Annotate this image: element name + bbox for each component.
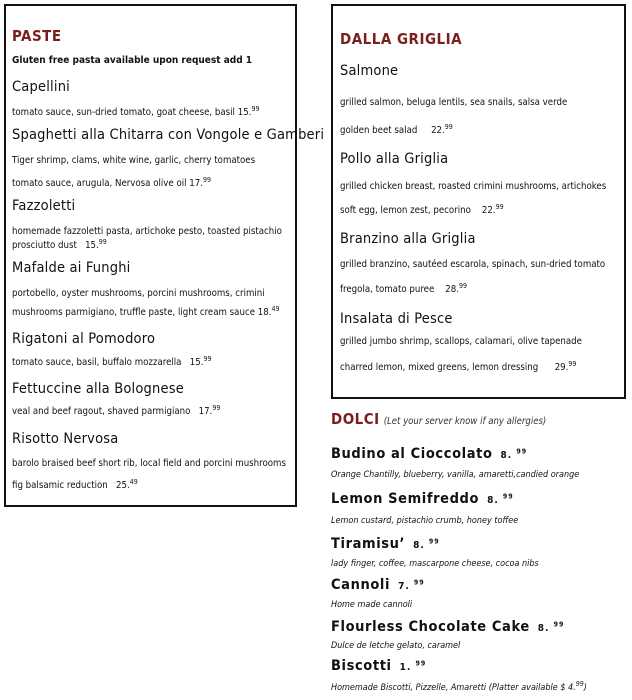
dolci-heading: DOLCI (Let your server know if any allergies) xyxy=(331,410,547,428)
dish-name: Salmone xyxy=(340,63,399,79)
dessert-description: Dulce de letche gelato, caramel xyxy=(331,641,461,651)
dish-description: Tiger shrimp, clams, white wine, garlic, cherry tomatoes xyxy=(12,155,256,166)
dish-name: Capellini xyxy=(12,79,70,95)
dish-description: grilled chicken breast, roasted crimini mushrooms, artichokes xyxy=(340,181,607,192)
paste-heading: PASTE xyxy=(12,27,62,45)
dessert-description: lady finger, coffee, mascarpone cheese, cocoa nibs xyxy=(331,559,539,569)
dessert-name: Cannoli xyxy=(331,577,391,593)
dish-description: veal and beef ragout, shaved parmigiano 17.99 xyxy=(12,403,221,417)
dish-description: tomato sauce, basil, buffalo mozzarella 15.99 xyxy=(12,354,212,368)
dish-description: prosciutto dust 15.99 xyxy=(12,237,107,251)
dish-name: Mafalde ai Funghi xyxy=(12,260,131,276)
dish-price: 17.99 xyxy=(189,175,212,189)
dish-name: Fazzoletti xyxy=(12,198,76,214)
dish-description: homemade fazzoletti pasta, artichoke pesto, toasted pistachio xyxy=(12,226,282,237)
dish-description: grilled branzino, sautéed escarola, spinach, sun-dried tomato xyxy=(340,259,606,270)
dish-description: mushrooms parmigiano, truffle paste, light cream sauce 18.49 xyxy=(12,304,280,318)
dessert-price: 7. $^{99}$ xyxy=(398,578,425,592)
griglia-heading: DALLA GRIGLIA xyxy=(340,30,463,48)
dish-name: Pollo alla Griglia xyxy=(340,151,449,167)
dessert-description: Orange Chantilly, blueberry, vanilla, amaretti,candied orange xyxy=(331,470,580,480)
dessert-item xyxy=(331,574,425,593)
dish-price: 15.99 xyxy=(85,237,107,251)
dessert-name: Tiramisu’ xyxy=(331,536,406,552)
dessert-item xyxy=(331,443,527,462)
dish-description: barolo braised beef short rib, local field and porcini mushrooms xyxy=(12,458,286,469)
dessert-item xyxy=(331,533,440,552)
dish-price: 15.99 xyxy=(189,354,212,368)
dessert-item xyxy=(331,655,426,674)
dessert-price: 8. $^{99}$ xyxy=(487,492,514,506)
dish-price: 22.99 xyxy=(431,122,453,136)
dish-price: 22.99 xyxy=(481,202,504,216)
dish-price: 28.99 xyxy=(445,281,468,295)
dessert-price: 8. $^{99}$ xyxy=(537,620,565,634)
dessert-price: 8. $^{99}$ xyxy=(500,447,528,461)
dish-description: grilled salmon, beluga lentils, sea snails, salsa verde xyxy=(340,97,568,108)
dessert-name: Biscotti xyxy=(331,658,392,674)
dish-name: Rigatoni al Pomodoro xyxy=(12,331,156,347)
dish-description: soft egg, lemon zest, pecorino 22.99 xyxy=(340,202,504,216)
dish-description: charred lemon, mixed greens, lemon dressing 29.99 xyxy=(340,359,577,373)
dessert-name: Flourless Chocolate Cake xyxy=(331,619,530,635)
dessert-price: 8. $^{99}$ xyxy=(413,537,440,551)
dish-description: grilled jumbo shrimp, scallops, calamari, olive tapenade xyxy=(340,336,582,347)
dish-price: 17.99 xyxy=(198,403,221,417)
dish-price: 18.49 xyxy=(257,304,280,318)
dessert-name: Budino al Cioccolato xyxy=(331,446,493,462)
dish-name: Risotto Nervosa xyxy=(12,431,119,447)
dish-description: tomato sauce, sun-dried tomato, goat cheese, basil 15.99 xyxy=(12,104,260,118)
gluten-free-note: Gluten free pasta available upon request add 1 xyxy=(12,55,253,66)
dessert-name: Lemon Semifreddo xyxy=(331,491,480,507)
dish-name: Insalata di Pesce xyxy=(340,311,453,327)
dish-description: portobello, oyster mushrooms, porcini mushrooms, crimini xyxy=(12,288,265,299)
dish-name: Fettuccine alla Bolognese xyxy=(12,381,184,397)
dish-description: fig balsamic reduction 25.49 xyxy=(12,477,138,491)
dish-description: fregola, tomato puree 28.99 xyxy=(340,281,468,295)
dish-name: Spaghetti alla Chitarra con Vongole e Gamberi xyxy=(12,127,325,143)
allergy-note: (Let your server know if any allergies) xyxy=(383,416,547,427)
dessert-description: Lemon custard, pistachio crumb, honey toffee xyxy=(331,516,519,526)
dish-price: 29.99 xyxy=(554,359,577,373)
dish-name: Branzino alla Griglia xyxy=(340,231,476,247)
dish-description: tomato sauce, arugula, Nervosa olive oil 17.99 xyxy=(12,175,212,189)
dish-price: 15.99 xyxy=(237,104,260,118)
dessert-description: Homemade Biscotti, Pizzelle, Amaretti (Platter available $ 4.99) xyxy=(331,680,587,693)
dish-description: golden beet salad 22.99 xyxy=(340,122,453,136)
dessert-item xyxy=(331,616,564,635)
dessert-price: 1. $^{99}$ xyxy=(399,659,427,673)
dish-price: 25.49 xyxy=(116,477,138,491)
dessert-item xyxy=(331,488,514,507)
dessert-description: Home made cannoli xyxy=(331,600,413,610)
